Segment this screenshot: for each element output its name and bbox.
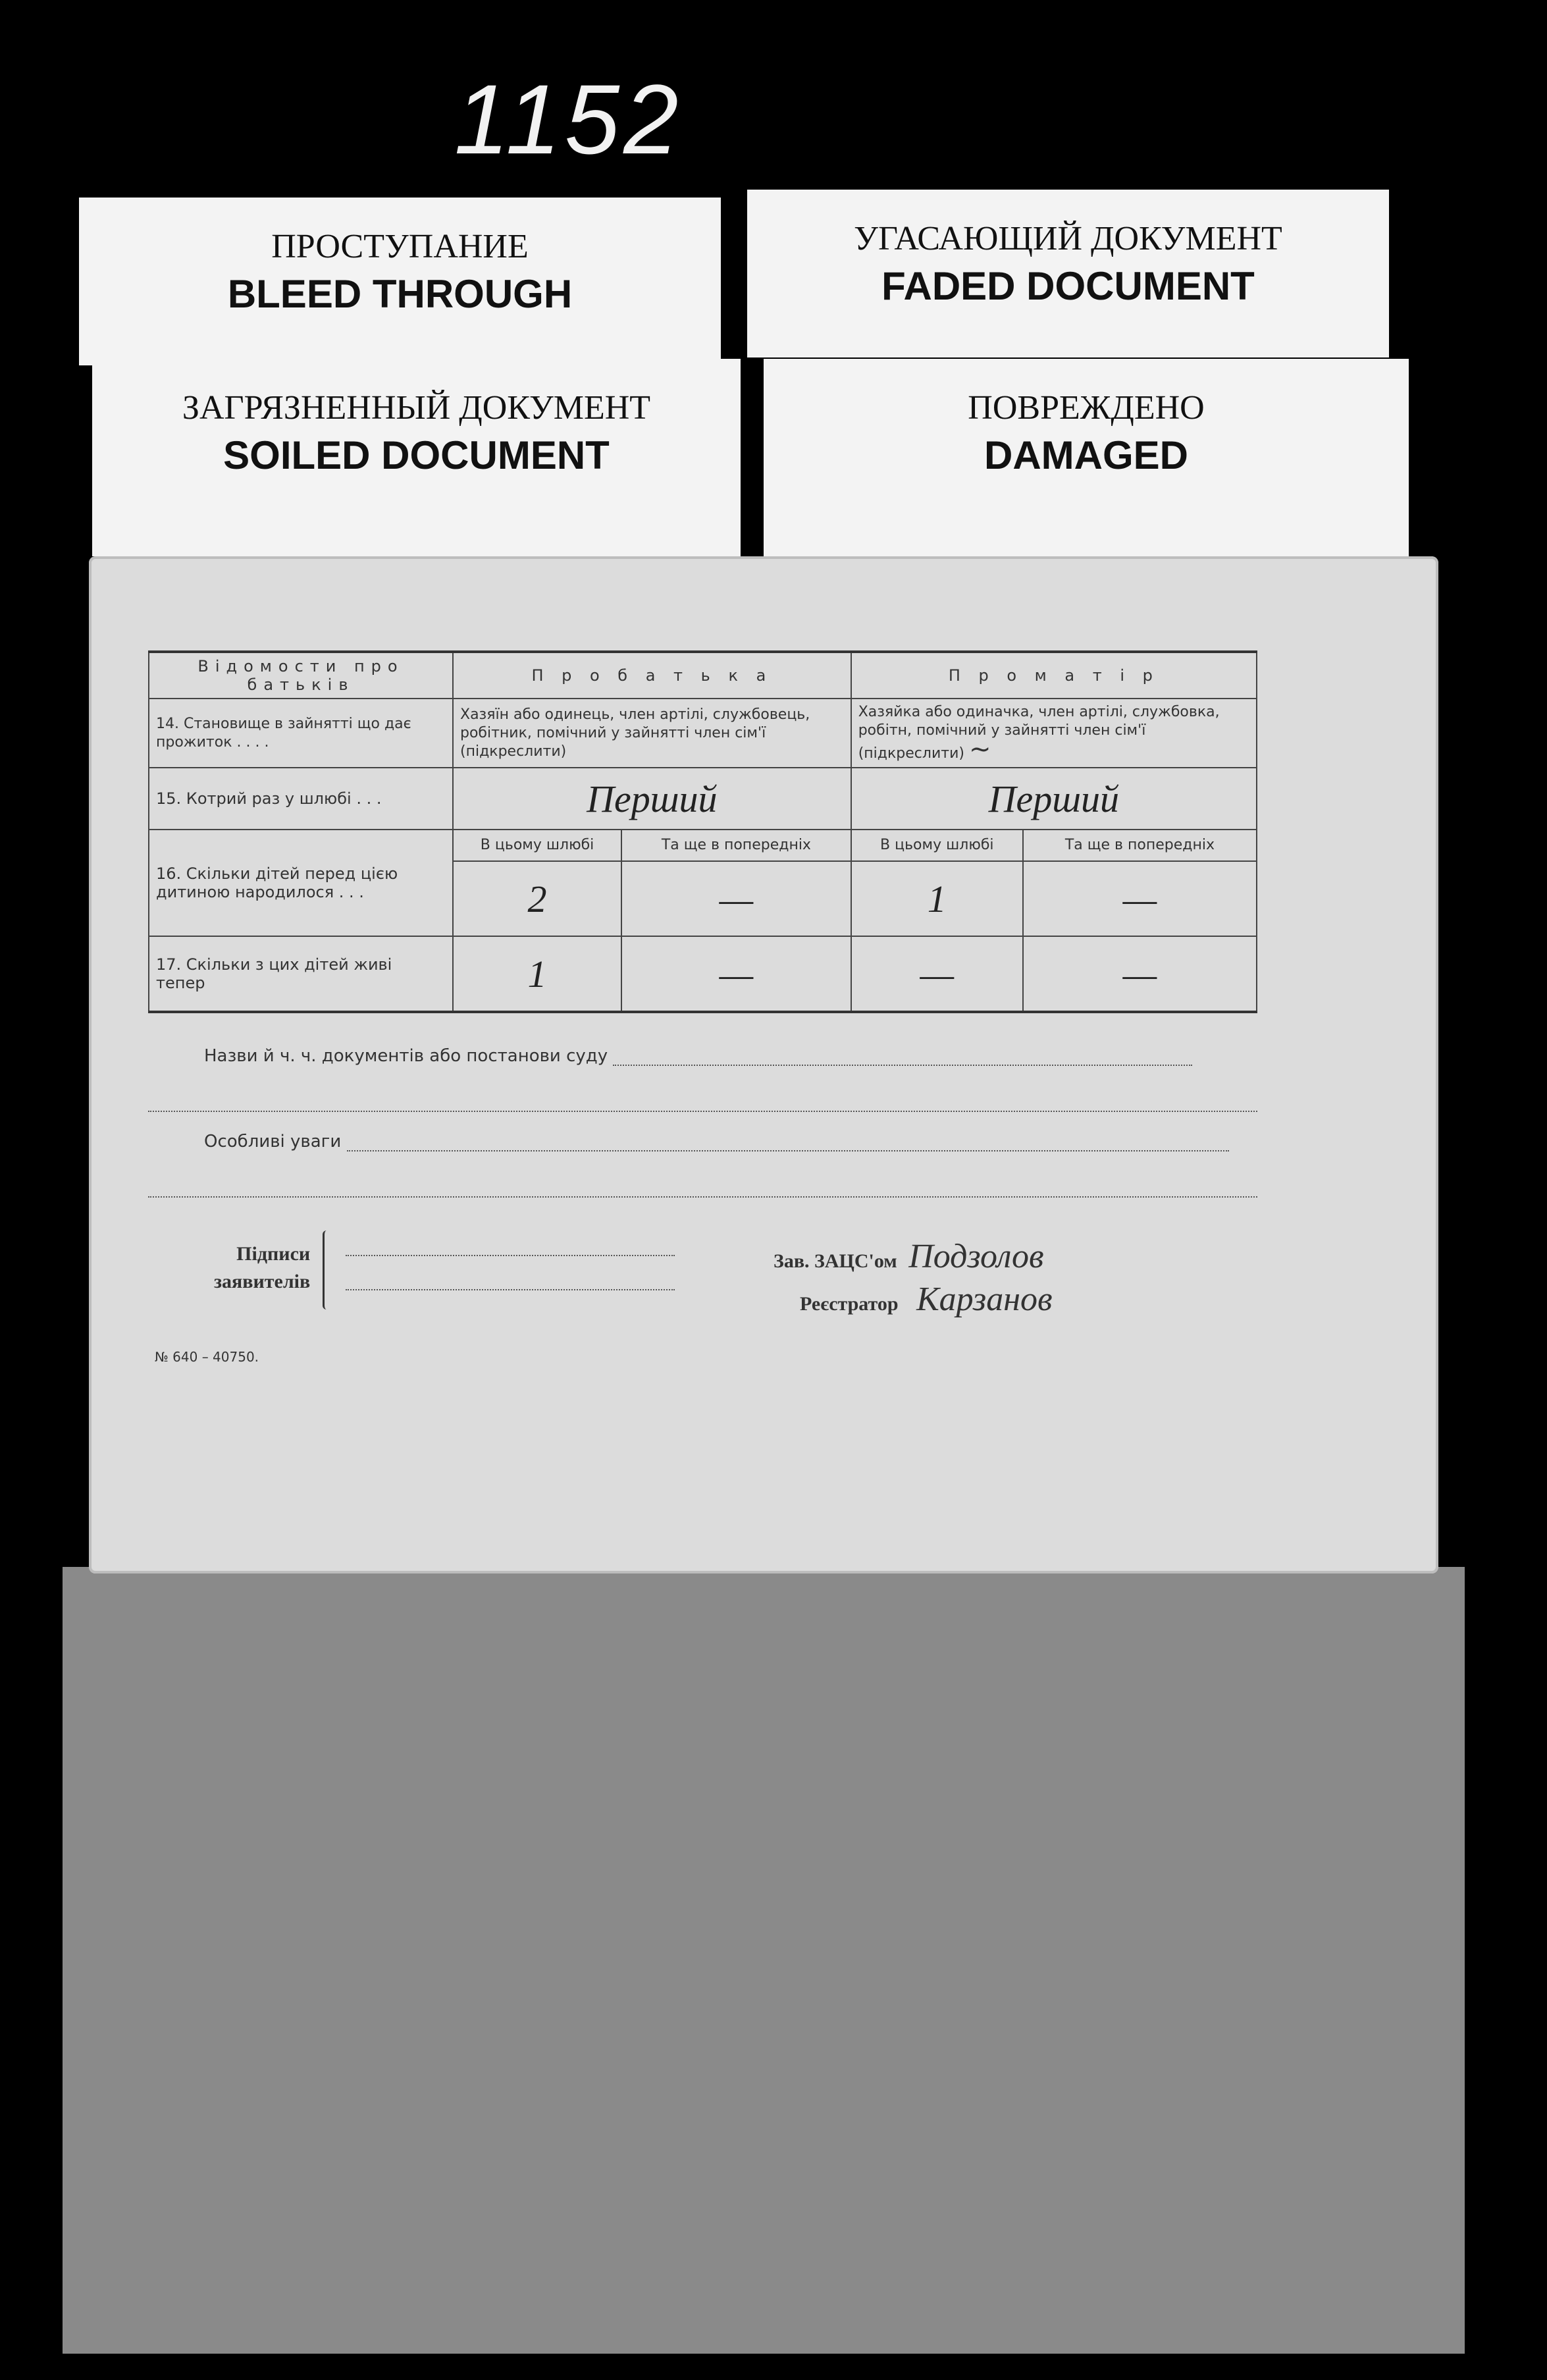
tab-ru-label: ПОВРЕЖДЕНО: [968, 389, 1205, 427]
row15-label: 15. Котрий раз у шлюбі . . .: [149, 768, 453, 830]
print-number: № 640 – 40750.: [155, 1349, 259, 1365]
row14-mother-hand: ~: [968, 734, 991, 764]
row17-value: 1: [453, 936, 621, 1012]
signers-label-line-1: Підписи: [236, 1243, 311, 1265]
row14-mother-text: Хазяйка або одиначка, член артілі, службовка, робітн, помічний у зайнятті член сім'ї (підкреслити): [858, 704, 1220, 762]
registrar-label: Реєстратор: [800, 1293, 899, 1315]
tab-bleed-through: [79, 198, 721, 365]
header-parents-info: Відомости про батьків: [149, 652, 453, 699]
notes-line: [204, 1132, 1229, 1151]
signers-lines: [346, 1240, 675, 1290]
head-line: [774, 1237, 1044, 1276]
row15-mother: Перший: [851, 768, 1257, 830]
subheader-father-previous: Та ще в попередніх: [621, 830, 851, 861]
documents-line-2: [148, 1092, 1257, 1112]
tab-damaged: [764, 359, 1409, 556]
frame-number: 1152: [454, 64, 683, 174]
header-father: П р о б а т ь к а: [453, 652, 851, 699]
notes-label: Особливі уваги: [204, 1132, 342, 1151]
head-label: Зав. ЗАЦС'ом: [774, 1250, 897, 1272]
tab-en-label: FADED DOCUMENT: [881, 264, 1255, 308]
row17-value: —: [621, 936, 851, 1012]
row17-label: 17. Скільки з цих дітей живі тепер: [149, 936, 453, 1012]
row17-value: —: [1023, 936, 1257, 1012]
tab-en-label: DAMAGED: [984, 433, 1188, 477]
tab-ru-label: ЗАГРЯЗНЕННЫЙ ДОКУМЕНТ: [182, 389, 651, 427]
tab-faded-document: [747, 190, 1389, 357]
row14-label: 14. Становище в зайнятті що дає прожиток . . . .: [149, 699, 453, 768]
header-mother: П р о м а т і р: [851, 652, 1257, 699]
signers-label: [214, 1240, 310, 1296]
row16-value: 2: [453, 861, 621, 936]
row16-value: —: [621, 861, 851, 936]
row17-value: —: [851, 936, 1023, 1012]
row16-value: —: [1023, 861, 1257, 936]
signers-label-line-2: заявителів: [214, 1271, 311, 1292]
tab-en-label: BLEED THROUGH: [227, 272, 573, 316]
brace-icon: [323, 1230, 336, 1309]
row15-father: Перший: [453, 768, 851, 830]
backing-board: [63, 1567, 1465, 2354]
row14-father: Хазяїн або одинець, член артілі, службовець, робітник, помічний у зайнятті член сім'ї (підкреслити): [453, 699, 851, 768]
subheader-father-this: В цьому шлюбі: [453, 830, 621, 861]
row16-label: 16. Скільки дітей перед цією дитиною народилося . . .: [149, 830, 453, 936]
registrar-line: [800, 1280, 1053, 1319]
tab-ru-label: ПРОСТУПАНИЕ: [271, 228, 529, 265]
registrar-signature: Карзанов: [916, 1281, 1053, 1318]
documents-line: [204, 1046, 1192, 1066]
row16-value: 1: [851, 861, 1023, 936]
documents-label: Назви й ч. ч. документів або постанови суду: [204, 1046, 608, 1066]
tab-en-label: SOILED DOCUMENT: [223, 433, 610, 477]
subheader-mother-this: В цьому шлюбі: [851, 830, 1023, 861]
row14-mother: [851, 699, 1257, 768]
record-form: [148, 650, 1257, 1421]
tab-soiled-document: [92, 359, 741, 556]
notes-line-2: [148, 1178, 1257, 1198]
head-signature: Подзолов: [908, 1238, 1044, 1275]
tab-ru-label: УГАСАЮЩИЙ ДОКУМЕНТ: [854, 220, 1282, 257]
subheader-mother-previous: Та ще в попередніх: [1023, 830, 1257, 861]
parents-table: [148, 650, 1257, 1013]
